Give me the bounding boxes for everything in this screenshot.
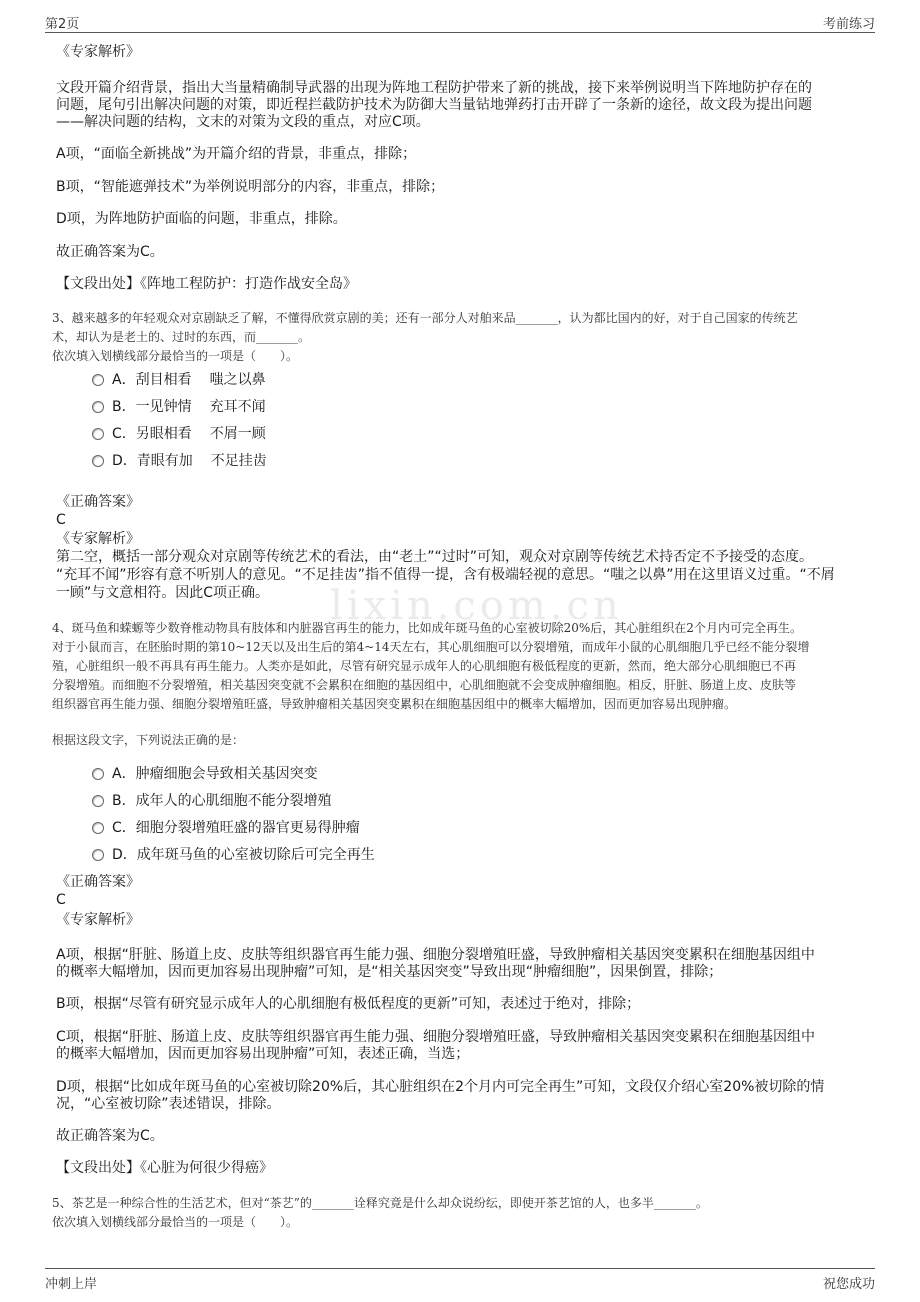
- radio-icon[interactable]: [92, 374, 104, 386]
- q3-option-d[interactable]: D．青眼有加 不足挂齿: [92, 452, 267, 470]
- page-footer: [45, 1268, 875, 1293]
- analysis-line: 问题，尾句引出解决问题的对策，即近程拦截防护技术为防御大当量钻地弹药打击开辟了一条新的途径，故文段为提出问题: [56, 97, 812, 113]
- expert-analysis-label: 《专家解析》: [56, 531, 140, 547]
- analysis-option-d: D项，为阵地防护面临的问题，非重点，排除。: [56, 211, 347, 227]
- expert-analysis-label: 《专家解析》: [56, 912, 140, 928]
- question-4-line: 分裂增殖。而细胞不分裂增殖，相关基因突变就不会累积在细胞的基因组中，心肌细胞就不会变成肿瘤细胞。相反，肝脏、肠道上皮、皮肤等: [52, 678, 797, 692]
- page-number: 第2页: [45, 17, 80, 32]
- analysis-option-c: 的概率大幅增加，因而更加容易出现肿瘤”可知，表述正确，当选；: [56, 1046, 470, 1062]
- correct-answer: C: [56, 892, 66, 908]
- analysis-option-b: B项，根据“尽管有研究显示成年人的心肌细胞有极低程度的更新”可知，表述过于绝对，排除；: [56, 996, 641, 1012]
- analysis-option-a: 的概率大幅增加，因而更加容易出现肿瘤”可知，是“相关基因突变”导致出现“肿瘤细胞”，因果倒置，排除；: [56, 964, 723, 980]
- source-citation: 【文段出处】《心脏为何很少得癌》: [56, 1160, 273, 1176]
- correct-answer-label: 《正确答案》: [56, 494, 140, 510]
- analysis-option-a: A项，根据“肝脏、肠道上皮、皮肤等组织器官再生能力强、细胞分裂增殖旺盛，导致肿瘤相关基因突变累积在细胞基因组中: [56, 947, 815, 963]
- question-3-prompt: 依次填入划横线部分最恰当的一项是（ ）。: [52, 349, 299, 363]
- q4-option-a[interactable]: A．肿瘤细胞会导致相关基因突变: [92, 765, 318, 783]
- radio-icon[interactable]: [92, 401, 104, 413]
- q4-option-b[interactable]: B．成年人的心肌细胞不能分裂增殖: [92, 792, 332, 810]
- question-4-line: 4、斑马鱼和蝾螈等少数脊椎动物具有肢体和内脏器官再生的能力，比如成年斑马鱼的心室被切除20%后，其心脏组织在2个月内可完全再生。: [52, 621, 802, 635]
- analysis-line: 文段开篇介绍背景，指出大当量精确制导武器的出现为阵地工程防护带来了新的挑战，接下来举例说明当下阵地防护存在的: [56, 80, 812, 96]
- expert-analysis-label: 《专家解析》: [56, 44, 140, 60]
- analysis-option-c: C项，根据“肝脏、肠道上皮、皮肤等组织器官再生能力强、细胞分裂增殖旺盛，导致肿瘤相关基因突变累积在细胞基因组中: [56, 1029, 816, 1045]
- analysis-line: 一顾”与文意相符。因此C项正确。: [56, 585, 270, 601]
- header-title: 考前练习: [822, 17, 875, 32]
- q3-option-c[interactable]: C．另眼相看 不屑一顾: [92, 425, 266, 443]
- radio-icon[interactable]: [92, 822, 104, 834]
- question-3-line: 3、越来越多的年轻观众对京剧缺乏了解，不懂得欣赏京剧的美；还有一部分人对舶来品_______，认为都比国内的好，对于自己国家的传统艺: [52, 311, 798, 325]
- q4-option-d[interactable]: D．成年斑马鱼的心室被切除后可完全再生: [92, 846, 375, 864]
- footer-right: 祝您成功: [822, 1277, 875, 1292]
- question-5-line: 5、茶艺是一种综合性的生活艺术，但对“茶艺”的_______诠释究竟是什么却众说纷纭，即使开茶艺馆的人，也多半_______。: [52, 1196, 708, 1210]
- analysis-line: “充耳不闻”形容有意不听别人的意见。“不足挂齿”指不值得一提，含有极端轻视的意思。“嗤之以鼻”用在这里语义过重。“不屑: [56, 567, 835, 583]
- page-header: [45, 10, 875, 33]
- radio-icon[interactable]: [92, 849, 104, 861]
- radio-icon[interactable]: [92, 428, 104, 440]
- radio-icon[interactable]: [92, 455, 104, 467]
- correct-answer-label: 《正确答案》: [56, 874, 140, 890]
- analysis-option-d: D项，根据“比如成年斑马鱼的心室被切除20%后，其心脏组织在2个月内可完全再生”可知，文段仅介绍心室20%被切除的情: [56, 1079, 825, 1095]
- question-4-line: 组织器官再生能力强、细胞分裂增殖旺盛，导致肿瘤相关基因突变累积在细胞基因组中的概率大幅增加，因而更加容易出现肿瘤。: [52, 697, 737, 711]
- question-4-line: 殖，心脏组织一般不再具有再生能力。人类亦是如此，尽管有研究显示成年人的心肌细胞有极低程度的更新，然而，绝大部分心肌细胞已不再: [52, 659, 797, 673]
- question-3-line: 术，却认为是老土的、过时的东西，而_______。: [52, 330, 311, 344]
- analysis-option-b: B项，“智能遮弹技术”为举例说明部分的内容，非重点，排除；: [56, 179, 445, 195]
- correct-answer: C: [56, 512, 66, 528]
- question-4-line: 对于小鼠而言，在胚胎时期的第10~12天以及出生后的第4~14天左右，其心肌细胞可以分裂增殖，而成年小鼠的心肌细胞几乎已经不能分裂增: [52, 640, 810, 654]
- watermark: lixin.com.cn: [330, 583, 623, 629]
- question-4-prompt: 根据这段文字，下列说法正确的是：: [52, 733, 245, 747]
- analysis-conclusion: 故正确答案为C。: [56, 244, 164, 260]
- q3-option-b[interactable]: B．一见钟情 充耳不闻: [92, 398, 266, 416]
- source-citation: 【文段出处】《阵地工程防护：打造作战安全岛》: [56, 276, 357, 292]
- q4-option-c[interactable]: C．细胞分裂增殖旺盛的器官更易得肿瘤: [92, 819, 360, 837]
- analysis-line: 第二空，概括一部分观众对京剧等传统艺术的看法，由“老土”“过时”可知，观众对京剧等传统艺术持否定不予接受的态度。: [56, 549, 814, 565]
- analysis-option-d: 况，“心室被切除”表述错误，排除。: [56, 1096, 281, 1112]
- question-5-prompt: 依次填入划横线部分最恰当的一项是（ ）。: [52, 1215, 299, 1229]
- analysis-line: ——解决问题的结构，文末的对策为文段的重点，对应C项。: [56, 114, 430, 130]
- radio-icon[interactable]: [92, 768, 104, 780]
- footer-left: 冲刺上岸: [45, 1277, 98, 1292]
- analysis-option-a: A项，“面临全新挑战”为开篇介绍的背景，非重点，排除；: [56, 146, 417, 162]
- radio-icon[interactable]: [92, 795, 104, 807]
- analysis-conclusion: 故正确答案为C。: [56, 1128, 164, 1144]
- q3-option-a[interactable]: A．刮目相看 嗤之以鼻: [92, 371, 266, 389]
